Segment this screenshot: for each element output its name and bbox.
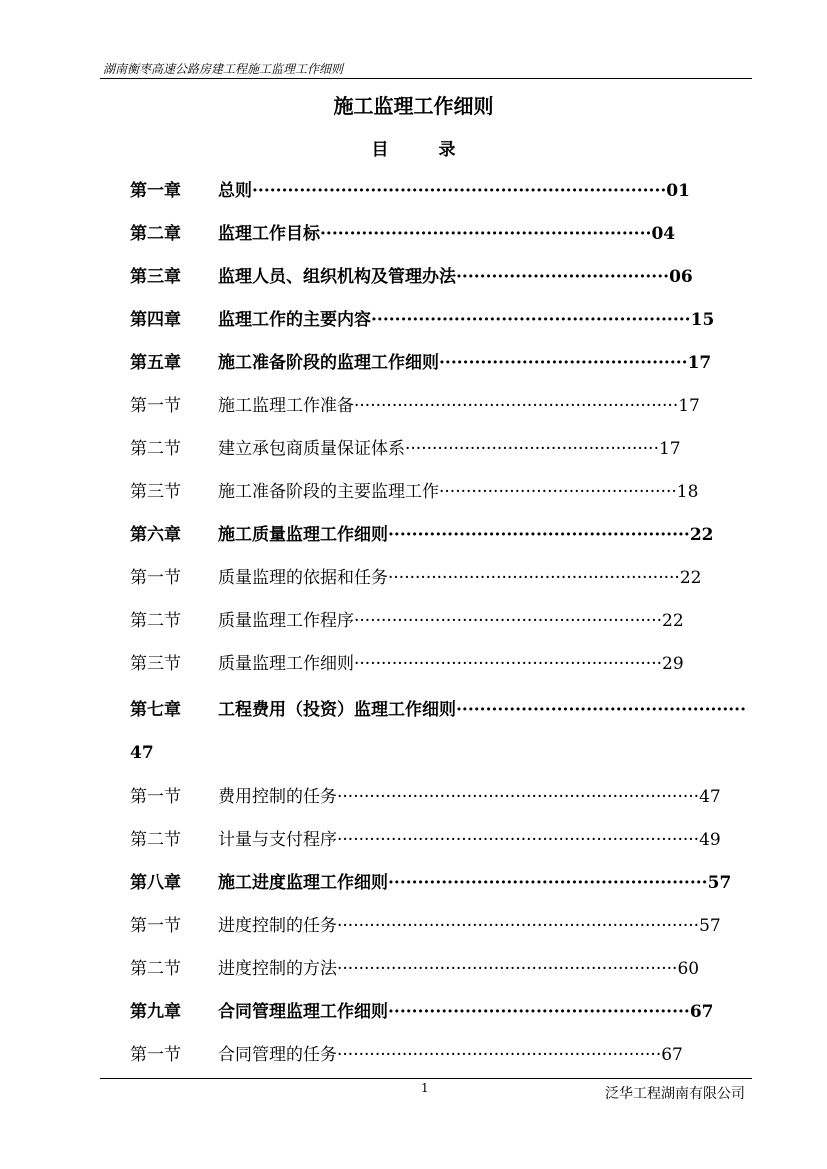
toc-entry-label: 第二节 — [130, 830, 181, 850]
toc-entry-title: 费用控制的任务 — [218, 787, 337, 807]
toc-entry-title: 合同管理的任务 — [218, 1045, 337, 1065]
toc-entry[interactable] — [130, 565, 701, 591]
toc-entry[interactable] — [130, 608, 684, 634]
toc-entry-page: 22 — [689, 525, 714, 545]
toc-entry-title: 监理工作的主要内容 — [218, 310, 371, 330]
toc-entry-title: 质量监理工作细则 — [218, 654, 354, 674]
toc-entry-page: 15 — [690, 310, 715, 330]
toc-entry[interactable] — [130, 999, 714, 1025]
toc-entry-title: 进度控制的方法 — [218, 959, 337, 979]
footer-company-name: 泛华工程湖南有限公司 — [605, 1086, 745, 1102]
toc-entry-leader: ······················································ — [371, 310, 691, 330]
toc-entry-title: 监理人员、组织机构及管理办法 — [218, 267, 456, 287]
toc-entry-label: 第一节 — [130, 396, 181, 416]
toc-entry-page: 17 — [678, 396, 700, 416]
toc-entry-label: 第二节 — [130, 439, 181, 459]
toc-entry[interactable] — [130, 1042, 683, 1068]
toc-entry[interactable] — [130, 264, 693, 290]
toc-entry-leader: ···························································· — [354, 396, 679, 416]
toc-entry-page: 47 — [130, 743, 154, 763]
toc-entry-page: 04 — [651, 224, 676, 244]
toc-heading — [0, 135, 827, 160]
toc-entry[interactable] — [130, 870, 731, 896]
toc-entry-leader: ··············································· — [405, 439, 659, 459]
toc-entry-title: 合同管理监理工作细则 — [218, 1002, 388, 1022]
toc-entry-title: 建立承包商质量保证体系 — [218, 439, 405, 459]
toc-entry-leader: ······································································ — [252, 181, 667, 201]
toc-entry-page: 57 — [707, 873, 732, 893]
toc-entry[interactable] — [130, 784, 721, 810]
toc-entry[interactable] — [130, 522, 714, 548]
toc-entry-title: 施工进度监理工作细则 — [218, 873, 388, 893]
running-header: 湖南衡枣高速公路房建工程施工监理工作细则 — [103, 62, 344, 76]
toc-entry-leader: ···································· — [456, 267, 670, 287]
toc-entry-page: 67 — [689, 1002, 714, 1022]
toc-entry-leader: ······················································ — [388, 873, 708, 893]
toc-entry[interactable] — [130, 827, 721, 853]
toc-entry-label: 第九章 — [130, 1002, 181, 1022]
toc-entry-leader: ··································································· — [337, 830, 700, 850]
toc-entry-page: 49 — [699, 830, 721, 850]
toc-entry-label: 第三节 — [130, 654, 181, 674]
toc-entry[interactable] — [130, 436, 681, 462]
toc-entry-leader: ···························································· — [337, 1045, 662, 1065]
toc-entry-label: 第七章 — [130, 700, 181, 720]
toc-entry-label: 第一节 — [130, 568, 181, 588]
toc-entry-page: 47 — [699, 787, 721, 807]
toc-entry-label: 第六章 — [130, 525, 181, 545]
toc-heading-right: 录 — [438, 140, 456, 160]
toc-entry[interactable] — [130, 307, 714, 333]
toc-entry-leader: ··································································· — [337, 916, 700, 936]
toc-entry-title: 工程费用（投资）监理工作细则 — [218, 700, 456, 720]
toc-entry-page: 29 — [662, 654, 684, 674]
toc-entry-leader: ············································ — [439, 482, 677, 502]
toc-entry-leader: ························································· — [354, 611, 663, 631]
toc-entry[interactable] — [130, 913, 721, 939]
toc-entry-leader: ··················································· — [388, 1002, 690, 1022]
toc-entry-leader: ··················································· — [388, 525, 690, 545]
toc-entry-label: 第八章 — [130, 873, 181, 893]
toc-entry-title: 质量监理的依据和任务 — [218, 568, 388, 588]
toc-entry-leader: ················································· — [456, 700, 747, 720]
toc-entry-label: 第二节 — [130, 959, 181, 979]
toc-entry-leader: ························································ — [320, 224, 652, 244]
header-divider — [100, 78, 752, 79]
toc-entry-title: 监理工作目标 — [218, 224, 320, 244]
toc-entry-title: 质量监理工作程序 — [218, 611, 354, 631]
toc-entry[interactable] — [130, 221, 675, 247]
toc-heading-left: 目 — [371, 140, 389, 160]
toc-entry-label: 第三章 — [130, 267, 181, 287]
toc-entry-label: 第二节 — [130, 611, 181, 631]
toc-entry[interactable] — [130, 393, 700, 419]
toc-entry-page: 06 — [669, 267, 693, 287]
footer-divider — [100, 1078, 752, 1079]
toc-entry-page: 18 — [676, 482, 699, 502]
toc-entry-leader: ······························································· — [337, 959, 678, 979]
toc-entry-page: 17 — [658, 439, 681, 459]
toc-entry-label: 第二章 — [130, 224, 181, 244]
toc-entry-leader: ······················································ — [388, 568, 680, 588]
toc-entry-label: 第一节 — [130, 1045, 181, 1065]
toc-entry-title: 计量与支付程序 — [218, 830, 337, 850]
toc-entry-leader: ·········································· — [439, 353, 688, 373]
toc-entry-title: 施工准备阶段的主要监理工作 — [218, 482, 439, 502]
toc-entry[interactable] — [130, 350, 711, 376]
toc-entry-page: 22 — [679, 568, 702, 588]
toc-entry[interactable] — [130, 178, 690, 204]
toc-entry-title: 施工准备阶段的监理工作细则 — [218, 353, 439, 373]
toc-entry-title: 施工质量监理工作细则 — [218, 525, 388, 545]
toc-entry[interactable] — [130, 697, 746, 723]
toc-entry-title: 进度控制的任务 — [218, 916, 337, 936]
toc-entry-label: 第四章 — [130, 310, 181, 330]
toc-entry-page: 01 — [666, 181, 690, 201]
toc-entry[interactable] — [130, 651, 684, 677]
toc-entry-leader: ··································································· — [337, 787, 700, 807]
toc-entry[interactable] — [130, 479, 698, 505]
toc-entry-label: 第五章 — [130, 353, 181, 373]
toc-entry-page: 60 — [677, 959, 700, 979]
document-title: 施工监理工作细则 — [333, 94, 494, 118]
toc-entry-label: 第三节 — [130, 482, 181, 502]
toc-entry[interactable] — [130, 956, 699, 982]
toc-entry-page: 67 — [661, 1045, 683, 1065]
toc-entry-page: 57 — [699, 916, 721, 936]
toc-entry-title: 总则 — [218, 181, 252, 201]
toc-entry-label: 第一节 — [130, 916, 181, 936]
toc-entry-label: 第一章 — [130, 181, 181, 201]
toc-entry-page: 17 — [687, 353, 712, 373]
footer-page-number: 1 — [421, 1081, 429, 1095]
toc-entry-page: 22 — [662, 611, 684, 631]
toc-entry-title: 施工监理工作准备 — [218, 396, 354, 416]
toc-entry-label: 第一节 — [130, 787, 181, 807]
toc-entry-leader: ························································· — [354, 654, 663, 674]
